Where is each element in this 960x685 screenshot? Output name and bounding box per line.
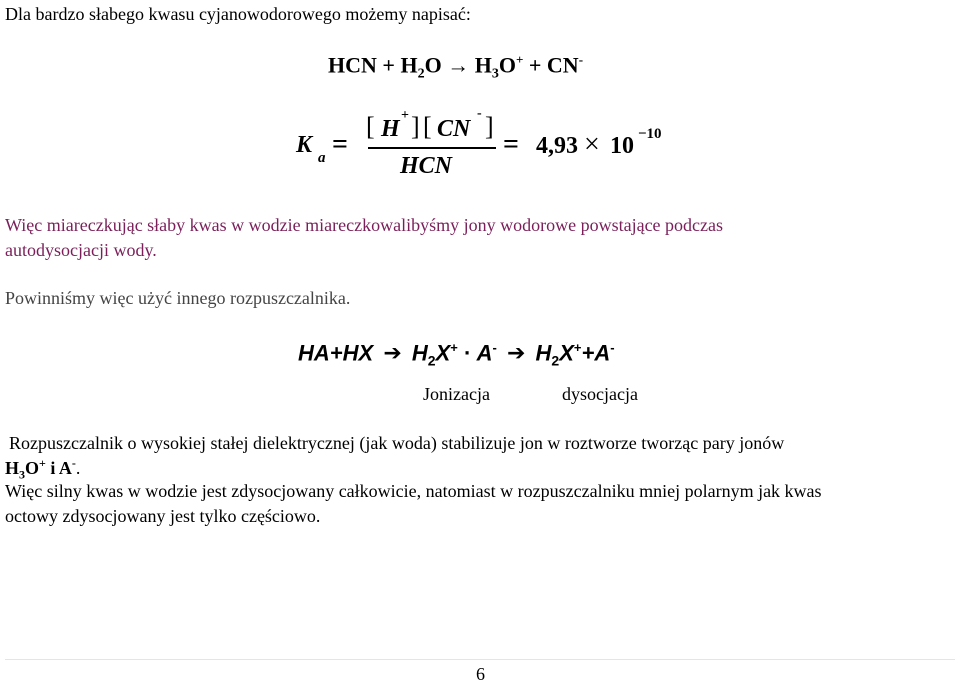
para1-o: O [25,458,40,478]
eq1-hcn: HCN [328,52,377,78]
para1-a-sup: - [71,456,76,470]
eq3-x-sup: + [450,340,458,355]
eq3-arrow-1: ➔ [383,340,402,366]
eq3-hx: HX [342,340,374,366]
eq3-h-sub: 2 [427,352,436,369]
para1-dot: . [75,458,81,478]
para1-a: A [58,458,72,478]
footer-divider [5,659,955,660]
eq3-h2-sub: 2 [551,352,560,369]
ka-symbol: K [296,132,313,158]
intro-text: Dla bardzo słabego kwasu cyjanowodorowego możemy napisać: [5,4,471,24]
paragraph-1-line-1: Rozpuszczalnik o wysokiej stałej dielektrycznej (jak woda) stabilizuje jon w roztworze tworząc pary jonów [9,433,785,453]
times-sign: × [584,129,600,160]
fraction-bar [368,147,496,149]
numerator-bracket-open-2: [ [423,112,432,141]
eq3-h: H [411,340,428,366]
eq1-cn: CN [546,52,579,78]
label-ionization: Jonizacja [423,384,490,404]
paragraph-2-line-1: Więc silny kwas w wodzie jest zdysocjowany całkowicie, natomiast w rozpuszczalniku mniej polarnym jak kwas [5,481,822,501]
eq1-arrow: → [447,52,470,78]
equation-dissociation [328,52,583,83]
ka-subscript: a [318,150,326,166]
eq3-h2: H [535,340,552,366]
eq3-plus2: + [581,340,595,366]
eq3-x2-sup: + [573,340,582,355]
ka-equals: = [332,129,348,160]
eq3-a2: A [594,340,611,366]
equation-ionization [298,340,615,369]
purple-text-line-2: autodysocjacji wody. [5,240,157,260]
para1-o-sup: + [39,456,46,470]
numerator-cn: CN [437,116,471,142]
numerator-bracket-close-1: ] [411,112,420,141]
para1-and: i [45,458,59,478]
eq3-ha: HA [298,340,330,366]
eq1-h3-sub: 3 [491,66,499,82]
numerator-cn-sup: - [477,106,482,121]
purple-text-line-1: Więc miareczkując słaby kwas w wodzie miareczkowalibyśmy jony wodorowe powstające podczas [5,215,724,235]
eq3-dot: · [463,340,472,366]
numerator-h: H [381,116,400,142]
gray-text: Powinniśmy więc użyć innego rozpuszczalnika. [5,288,351,308]
paragraph-1-line-2 [5,456,80,483]
eq3-a: A [476,340,493,366]
numerator-bracket-open-1: [ [366,112,375,141]
eq3-arrow-2: ➔ [506,340,526,366]
para1-h-sub: 3 [19,467,26,482]
eq1-h-sub: 2 [417,66,425,82]
denominator: HCN [400,153,453,179]
eq3-x: X [435,340,451,366]
result-base: 10 [610,133,634,159]
eq3-plus: + [329,340,343,366]
eq1-h: H [400,52,418,78]
eq3-a-sup: - [492,340,497,355]
result-equals: = [503,129,519,160]
eq1-o2: O [498,52,516,78]
para1-h: H [5,458,20,478]
eq1-plus: + [382,52,395,78]
eq1-plus2: + [528,52,542,78]
paragraph-2-line-2: octowy zdysocjowany jest tylko częściowo. [5,506,321,526]
page-number: 6 [476,664,485,684]
eq1-h3: H [474,52,492,78]
eq1-h3-sup: + [515,52,524,67]
label-dissociation: dysocjacja [562,384,638,404]
eq3-a2-sup: - [610,340,615,355]
numerator-h-sup: + [401,108,409,123]
eq1-o: O [424,52,442,78]
eq1-cn-sup: - [578,52,584,67]
result-exponent: −10 [638,126,662,142]
eq3-x2: X [559,340,574,366]
numerator-bracket-close-2: ] [485,112,494,141]
result-value: 4,93 [536,133,578,159]
